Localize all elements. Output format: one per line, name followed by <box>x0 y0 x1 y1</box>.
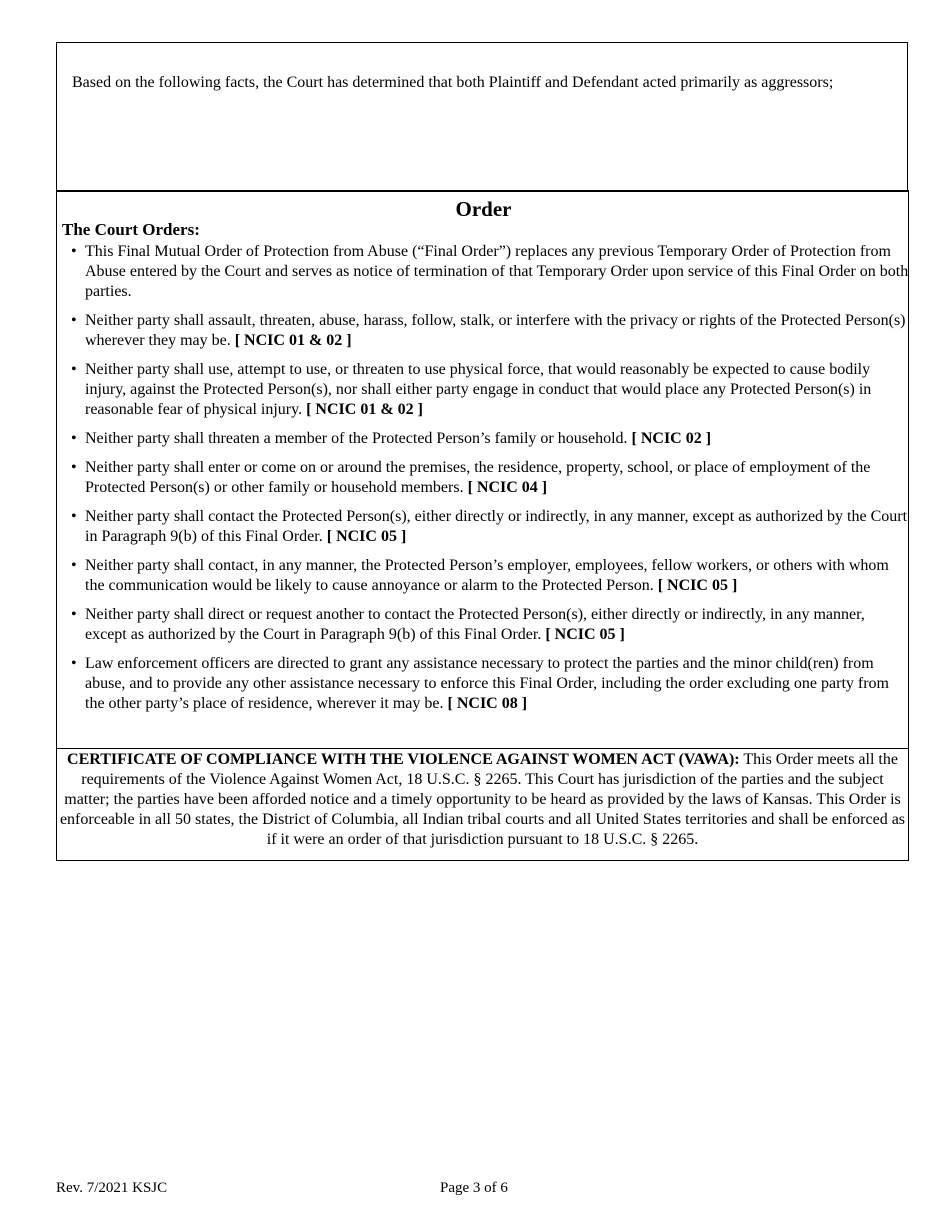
ncic-code: [ NCIC 02 ] <box>631 430 712 447</box>
order-item-text: Neither party shall enter or come on or around the premises, the residence, property, school, or place of employment of the Protected Person(s) or other family or household members. <box>85 459 871 496</box>
bullet-icon: • <box>71 312 77 329</box>
facts-section <box>56 42 908 191</box>
order-title: Order <box>455 197 512 221</box>
order-item <box>71 458 909 498</box>
revision-label: Rev. 7/2021 KSJC <box>56 1180 168 1196</box>
order-item-text: Neither party shall contact the Protected Person(s), either directly or indirectly, in any manner, except as authorized by the Court in Paragraph 9(b) of this Final Order. <box>85 508 908 545</box>
bullet-icon: • <box>71 655 77 672</box>
order-item-text: Neither party shall assault, threaten, abuse, harass, follow, stalk, or interfere with the privacy or rights of the Protected Person(s) wherever they may be. <box>85 312 906 349</box>
order-item-text: This Final Mutual Order of Protection from Abuse (“Final Order”) replaces any previous Temporary Order of Protection from Abuse entered by the Court and serves as notice of termination of that Temporary Order upon service of this Final Order on both parties. <box>85 243 909 300</box>
order-item <box>71 429 909 449</box>
bullet-icon: • <box>71 606 77 623</box>
order-item-text: Neither party shall direct or request another to contact the Protected Person(s), either directly or indirectly, in any manner, except as authorized by the Court in Paragraph 9(b) of this Final Order. <box>85 606 865 643</box>
bullet-icon: • <box>71 508 77 525</box>
ncic-code: [ NCIC 05 ] <box>326 528 407 545</box>
bullet-icon: • <box>71 243 77 260</box>
bullet-icon: • <box>71 557 77 574</box>
order-item <box>71 311 909 351</box>
order-section <box>56 190 909 861</box>
ncic-code: [ NCIC 01 & 02 ] <box>234 332 352 349</box>
order-item <box>71 654 909 714</box>
vawa-certificate <box>57 748 908 850</box>
ncic-code: [ NCIC 04 ] <box>467 479 548 496</box>
page-number: Page 3 of 6 <box>440 1180 508 1196</box>
bullet-icon: • <box>71 430 77 447</box>
facts-statement: Based on the following facts, the Court has determined that both Plaintiff and Defendant acted primarily as aggressors; <box>72 74 834 91</box>
ncic-code: [ NCIC 01 & 02 ] <box>306 401 423 418</box>
order-item <box>71 507 909 547</box>
order-item-text: Law enforcement officers are directed to grant any assistance necessary to protect the parties and the minor child(ren) from abuse, and to provide any other assistance necessary to enforce this Final Order, including the order excluding one party from the other party’s place of residence, wherever it may be. <box>85 655 889 712</box>
order-item <box>71 242 909 302</box>
order-item-text: Neither party shall use, attempt to use, or threaten to use physical force, that would reasonably be expected to cause bodily injury, against the Protected Person(s), nor shall either party engage in conduct that would place any Protected Person(s) in reasonable fear of physical injury. <box>85 361 872 418</box>
order-item <box>71 556 909 596</box>
order-item-text: Neither party shall contact, in any manner, the Protected Person’s employer, employees, fellow workers, or others with whom the communication would be likely to cause annoyance or alarm to the Protected Person. <box>85 557 889 594</box>
order-item <box>71 605 909 645</box>
vawa-body: This Order meets all the requirements of the Violence Against Women Act, 18 U.S.C. § 2265. This Court has jurisdiction of the parties and the subject matter; the parties have been afforded notice and a timely opportunity to be heard as provided by the laws of Kansas. This Order is enforceable in all 50 states, the District of Columbia, all Indian tribal courts and all United States territories and shall be enforced as if it were an order of that jurisdiction pursuant to 18 U.S.C. § 2265. <box>59 751 906 848</box>
ncic-code: [ NCIC 05 ] <box>545 626 625 643</box>
bullet-icon: • <box>71 361 77 378</box>
court-orders-heading: The Court Orders: <box>62 220 200 239</box>
order-item-text: Neither party shall threaten a member of the Protected Person’s family or household. <box>85 430 628 447</box>
ncic-code: [ NCIC 05 ] <box>657 577 738 594</box>
order-list <box>71 242 909 723</box>
order-item <box>71 360 909 420</box>
vawa-heading: CERTIFICATE OF COMPLIANCE WITH THE VIOLENCE AGAINST WOMEN ACT (VAWA): <box>67 751 740 768</box>
ncic-code: [ NCIC 08 ] <box>447 695 528 712</box>
bullet-icon: • <box>71 459 77 476</box>
